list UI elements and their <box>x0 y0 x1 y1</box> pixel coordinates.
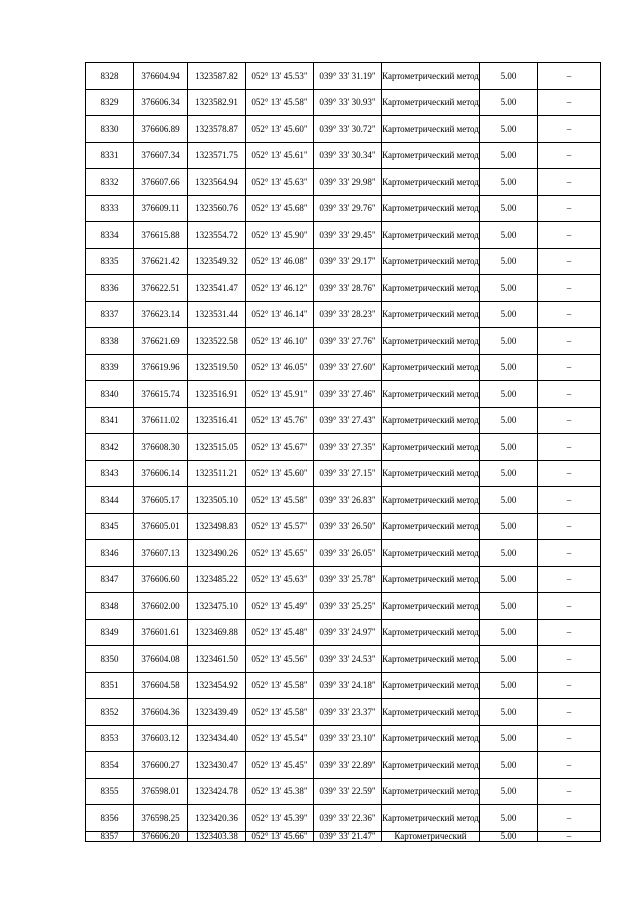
method-cell: Картометрический метод <box>382 222 480 249</box>
point-number-cell: 8357 <box>86 831 134 841</box>
point-number-cell: 8340 <box>86 381 134 408</box>
accuracy-cell: 5.00 <box>480 566 538 593</box>
x-coordinate-cell: 376615.74 <box>134 381 188 408</box>
note-cell: – <box>538 778 601 805</box>
point-number-cell: 8345 <box>86 513 134 540</box>
longitude-cell: 039° 33' 23.37" <box>314 699 382 726</box>
accuracy-cell: 5.00 <box>480 116 538 143</box>
method-cell: Картометрический метод <box>382 487 480 514</box>
x-coordinate-cell: 376604.58 <box>134 672 188 699</box>
method-cell: Картометрический метод <box>382 460 480 487</box>
method-cell: Картометрический метод <box>382 63 480 90</box>
accuracy-cell: 5.00 <box>480 487 538 514</box>
y-coordinate-cell: 1323505.10 <box>188 487 246 514</box>
table-row <box>86 778 601 805</box>
latitude-cell: 052° 13' 45.58" <box>246 487 314 514</box>
note-cell: – <box>538 354 601 381</box>
latitude-cell: 052° 13' 46.14" <box>246 301 314 328</box>
accuracy-cell: 5.00 <box>480 752 538 779</box>
latitude-cell: 052° 13' 45.61" <box>246 142 314 169</box>
accuracy-cell: 5.00 <box>480 63 538 90</box>
point-number-cell: 8353 <box>86 725 134 752</box>
accuracy-cell: 5.00 <box>480 513 538 540</box>
method-cell: Картометрический метод <box>382 89 480 116</box>
longitude-cell: 039° 33' 25.78" <box>314 566 382 593</box>
longitude-cell: 039° 33' 22.36" <box>314 805 382 832</box>
table-row <box>86 460 601 487</box>
accuracy-cell: 5.00 <box>480 434 538 461</box>
x-coordinate-cell: 376603.12 <box>134 725 188 752</box>
y-coordinate-cell: 1323578.87 <box>188 116 246 143</box>
accuracy-cell: 5.00 <box>480 195 538 222</box>
note-cell: – <box>538 699 601 726</box>
x-coordinate-cell: 376607.66 <box>134 169 188 196</box>
table-row <box>86 89 601 116</box>
y-coordinate-cell: 1323516.41 <box>188 407 246 434</box>
note-cell: – <box>538 195 601 222</box>
point-number-cell: 8337 <box>86 301 134 328</box>
note-cell: – <box>538 593 601 620</box>
y-coordinate-cell: 1323541.47 <box>188 275 246 302</box>
y-coordinate-cell: 1323564.94 <box>188 169 246 196</box>
y-coordinate-cell: 1323424.78 <box>188 778 246 805</box>
coordinates-table <box>85 62 601 842</box>
method-cell: Картометрический метод <box>382 328 480 355</box>
point-number-cell: 8328 <box>86 63 134 90</box>
latitude-cell: 052° 13' 45.67" <box>246 434 314 461</box>
point-number-cell: 8344 <box>86 487 134 514</box>
point-number-cell: 8349 <box>86 619 134 646</box>
method-cell: Картометрический метод <box>382 619 480 646</box>
note-cell: – <box>538 566 601 593</box>
point-number-cell: 8333 <box>86 195 134 222</box>
point-number-cell: 8348 <box>86 593 134 620</box>
note-cell: – <box>538 248 601 275</box>
method-cell: Картометрический метод <box>382 169 480 196</box>
y-coordinate-cell: 1323522.58 <box>188 328 246 355</box>
note-cell: – <box>538 672 601 699</box>
point-number-cell: 8332 <box>86 169 134 196</box>
x-coordinate-cell: 376607.34 <box>134 142 188 169</box>
table-row <box>86 566 601 593</box>
point-number-cell: 8342 <box>86 434 134 461</box>
point-number-cell: 8329 <box>86 89 134 116</box>
x-coordinate-cell: 376623.14 <box>134 301 188 328</box>
table-row <box>86 831 601 841</box>
accuracy-cell: 5.00 <box>480 619 538 646</box>
note-cell: – <box>538 275 601 302</box>
y-coordinate-cell: 1323434.40 <box>188 725 246 752</box>
table-row <box>86 63 601 90</box>
table-row <box>86 434 601 461</box>
y-coordinate-cell: 1323519.50 <box>188 354 246 381</box>
x-coordinate-cell: 376622.51 <box>134 275 188 302</box>
accuracy-cell: 5.00 <box>480 142 538 169</box>
latitude-cell: 052° 13' 45.54" <box>246 725 314 752</box>
method-cell: Картометрический метод <box>382 513 480 540</box>
accuracy-cell: 5.00 <box>480 699 538 726</box>
x-coordinate-cell: 376604.36 <box>134 699 188 726</box>
accuracy-cell: 5.00 <box>480 354 538 381</box>
method-cell: Картометрический метод <box>382 566 480 593</box>
longitude-cell: 039° 33' 29.17" <box>314 248 382 275</box>
y-coordinate-cell: 1323461.50 <box>188 646 246 673</box>
note-cell: – <box>538 301 601 328</box>
latitude-cell: 052° 13' 45.48" <box>246 619 314 646</box>
latitude-cell: 052° 13' 45.63" <box>246 169 314 196</box>
latitude-cell: 052° 13' 45.68" <box>246 195 314 222</box>
y-coordinate-cell: 1323515.05 <box>188 434 246 461</box>
note-cell: – <box>538 513 601 540</box>
point-number-cell: 8336 <box>86 275 134 302</box>
method-cell: Картометрический метод <box>382 778 480 805</box>
x-coordinate-cell: 376598.01 <box>134 778 188 805</box>
y-coordinate-cell: 1323420.36 <box>188 805 246 832</box>
note-cell: – <box>538 725 601 752</box>
x-coordinate-cell: 376606.34 <box>134 89 188 116</box>
accuracy-cell: 5.00 <box>480 169 538 196</box>
longitude-cell: 039° 33' 25.25" <box>314 593 382 620</box>
table-row <box>86 222 601 249</box>
latitude-cell: 052° 13' 45.91" <box>246 381 314 408</box>
latitude-cell: 052° 13' 45.65" <box>246 540 314 567</box>
table-row <box>86 381 601 408</box>
accuracy-cell: 5.00 <box>480 301 538 328</box>
y-coordinate-cell: 1323498.83 <box>188 513 246 540</box>
longitude-cell: 039° 33' 27.76" <box>314 328 382 355</box>
latitude-cell: 052° 13' 45.58" <box>246 699 314 726</box>
y-coordinate-cell: 1323490.26 <box>188 540 246 567</box>
y-coordinate-cell: 1323511.21 <box>188 460 246 487</box>
latitude-cell: 052° 13' 45.39" <box>246 805 314 832</box>
latitude-cell: 052° 13' 45.49" <box>246 593 314 620</box>
longitude-cell: 039° 33' 26.83" <box>314 487 382 514</box>
latitude-cell: 052° 13' 46.10" <box>246 328 314 355</box>
y-coordinate-cell: 1323531.44 <box>188 301 246 328</box>
point-number-cell: 8330 <box>86 116 134 143</box>
note-cell: – <box>538 831 601 841</box>
table-row <box>86 354 601 381</box>
latitude-cell: 052° 13' 45.76" <box>246 407 314 434</box>
method-cell: Картометрический метод <box>382 672 480 699</box>
point-number-cell: 8356 <box>86 805 134 832</box>
note-cell: – <box>538 646 601 673</box>
method-cell: Картометрический метод <box>382 248 480 275</box>
note-cell: – <box>538 460 601 487</box>
point-number-cell: 8350 <box>86 646 134 673</box>
accuracy-cell: 5.00 <box>480 593 538 620</box>
x-coordinate-cell: 376605.01 <box>134 513 188 540</box>
y-coordinate-cell: 1323582.91 <box>188 89 246 116</box>
longitude-cell: 039° 33' 21.47" <box>314 831 382 841</box>
y-coordinate-cell: 1323430.47 <box>188 752 246 779</box>
accuracy-cell: 5.00 <box>480 248 538 275</box>
longitude-cell: 039° 33' 31.19" <box>314 63 382 90</box>
table-row <box>86 513 601 540</box>
y-coordinate-cell: 1323571.75 <box>188 142 246 169</box>
longitude-cell: 039° 33' 24.18" <box>314 672 382 699</box>
longitude-cell: 039° 33' 30.34" <box>314 142 382 169</box>
note-cell: – <box>538 222 601 249</box>
latitude-cell: 052° 13' 45.66" <box>246 831 314 841</box>
x-coordinate-cell: 376606.14 <box>134 460 188 487</box>
accuracy-cell: 5.00 <box>480 540 538 567</box>
note-cell: – <box>538 328 601 355</box>
method-cell: Картометрический метод <box>382 540 480 567</box>
method-cell: Картометрический метод <box>382 805 480 832</box>
point-number-cell: 8354 <box>86 752 134 779</box>
method-cell: Картометрический метод <box>382 354 480 381</box>
latitude-cell: 052° 13' 46.08" <box>246 248 314 275</box>
y-coordinate-cell: 1323403.38 <box>188 831 246 841</box>
point-number-cell: 8347 <box>86 566 134 593</box>
x-coordinate-cell: 376606.20 <box>134 831 188 841</box>
table-row <box>86 619 601 646</box>
accuracy-cell: 5.00 <box>480 646 538 673</box>
y-coordinate-cell: 1323454.92 <box>188 672 246 699</box>
latitude-cell: 052° 13' 45.63" <box>246 566 314 593</box>
latitude-cell: 052° 13' 45.90" <box>246 222 314 249</box>
latitude-cell: 052° 13' 46.05" <box>246 354 314 381</box>
x-coordinate-cell: 376601.61 <box>134 619 188 646</box>
method-cell: Картометрический метод <box>382 725 480 752</box>
note-cell: – <box>538 142 601 169</box>
longitude-cell: 039° 33' 26.50" <box>314 513 382 540</box>
x-coordinate-cell: 376615.88 <box>134 222 188 249</box>
x-coordinate-cell: 376602.00 <box>134 593 188 620</box>
y-coordinate-cell: 1323560.76 <box>188 195 246 222</box>
point-number-cell: 8341 <box>86 407 134 434</box>
accuracy-cell: 5.00 <box>480 672 538 699</box>
table-row <box>86 805 601 832</box>
x-coordinate-cell: 376605.17 <box>134 487 188 514</box>
longitude-cell: 039° 33' 30.72" <box>314 116 382 143</box>
x-coordinate-cell: 376598.25 <box>134 805 188 832</box>
y-coordinate-cell: 1323439.49 <box>188 699 246 726</box>
method-cell: Картометрический метод <box>382 116 480 143</box>
x-coordinate-cell: 376621.42 <box>134 248 188 275</box>
method-cell: Картометрический метод <box>382 434 480 461</box>
accuracy-cell: 5.00 <box>480 89 538 116</box>
table-row <box>86 328 601 355</box>
method-cell: Картометрический метод <box>382 301 480 328</box>
note-cell: – <box>538 619 601 646</box>
method-cell: Картометрический метод <box>382 593 480 620</box>
table-row <box>86 540 601 567</box>
point-number-cell: 8339 <box>86 354 134 381</box>
method-cell: Картометрический метод <box>382 646 480 673</box>
longitude-cell: 039° 33' 28.23" <box>314 301 382 328</box>
x-coordinate-cell: 376609.11 <box>134 195 188 222</box>
table-row <box>86 407 601 434</box>
method-cell: Картометрический метод <box>382 195 480 222</box>
note-cell: – <box>538 63 601 90</box>
table-row <box>86 672 601 699</box>
table-body <box>86 63 601 842</box>
longitude-cell: 039° 33' 29.76" <box>314 195 382 222</box>
y-coordinate-cell: 1323587.82 <box>188 63 246 90</box>
note-cell: – <box>538 89 601 116</box>
x-coordinate-cell: 376611.02 <box>134 407 188 434</box>
accuracy-cell: 5.00 <box>480 460 538 487</box>
accuracy-cell: 5.00 <box>480 328 538 355</box>
method-cell: Картометрический метод <box>382 142 480 169</box>
longitude-cell: 039° 33' 29.98" <box>314 169 382 196</box>
longitude-cell: 039° 33' 24.53" <box>314 646 382 673</box>
accuracy-cell: 5.00 <box>480 805 538 832</box>
point-number-cell: 8351 <box>86 672 134 699</box>
longitude-cell: 039° 33' 26.05" <box>314 540 382 567</box>
table-row <box>86 487 601 514</box>
accuracy-cell: 5.00 <box>480 275 538 302</box>
method-cell: Картометрический метод <box>382 381 480 408</box>
x-coordinate-cell: 376606.60 <box>134 566 188 593</box>
point-number-cell: 8338 <box>86 328 134 355</box>
y-coordinate-cell: 1323554.72 <box>188 222 246 249</box>
longitude-cell: 039° 33' 24.97" <box>314 619 382 646</box>
note-cell: – <box>538 116 601 143</box>
note-cell: – <box>538 540 601 567</box>
longitude-cell: 039° 33' 28.76" <box>314 275 382 302</box>
note-cell: – <box>538 805 601 832</box>
latitude-cell: 052° 13' 46.12" <box>246 275 314 302</box>
note-cell: – <box>538 752 601 779</box>
longitude-cell: 039° 33' 30.93" <box>314 89 382 116</box>
note-cell: – <box>538 434 601 461</box>
point-number-cell: 8335 <box>86 248 134 275</box>
x-coordinate-cell: 376607.13 <box>134 540 188 567</box>
note-cell: – <box>538 487 601 514</box>
x-coordinate-cell: 376619.96 <box>134 354 188 381</box>
method-cell: Картометрический метод <box>382 275 480 302</box>
table-row <box>86 116 601 143</box>
table-row <box>86 593 601 620</box>
table-row <box>86 275 601 302</box>
latitude-cell: 052° 13' 45.57" <box>246 513 314 540</box>
table-row <box>86 169 601 196</box>
note-cell: – <box>538 407 601 434</box>
accuracy-cell: 5.00 <box>480 725 538 752</box>
longitude-cell: 039° 33' 23.10" <box>314 725 382 752</box>
longitude-cell: 039° 33' 27.60" <box>314 354 382 381</box>
point-number-cell: 8352 <box>86 699 134 726</box>
x-coordinate-cell: 376621.69 <box>134 328 188 355</box>
y-coordinate-cell: 1323469.88 <box>188 619 246 646</box>
method-cell: Картометрический <box>382 831 480 841</box>
table-row <box>86 699 601 726</box>
point-number-cell: 8355 <box>86 778 134 805</box>
longitude-cell: 039° 33' 27.15" <box>314 460 382 487</box>
point-number-cell: 8331 <box>86 142 134 169</box>
accuracy-cell: 5.00 <box>480 222 538 249</box>
table-row <box>86 301 601 328</box>
longitude-cell: 039° 33' 27.46" <box>314 381 382 408</box>
accuracy-cell: 5.00 <box>480 407 538 434</box>
latitude-cell: 052° 13' 45.53" <box>246 63 314 90</box>
table-row <box>86 195 601 222</box>
table-row <box>86 646 601 673</box>
point-number-cell: 8334 <box>86 222 134 249</box>
latitude-cell: 052° 13' 45.38" <box>246 778 314 805</box>
table-row <box>86 752 601 779</box>
longitude-cell: 039° 33' 22.59" <box>314 778 382 805</box>
point-number-cell: 8343 <box>86 460 134 487</box>
longitude-cell: 039° 33' 27.35" <box>314 434 382 461</box>
note-cell: – <box>538 381 601 408</box>
longitude-cell: 039° 33' 29.45" <box>314 222 382 249</box>
table-row <box>86 725 601 752</box>
table-row <box>86 142 601 169</box>
y-coordinate-cell: 1323485.22 <box>188 566 246 593</box>
y-coordinate-cell: 1323549.32 <box>188 248 246 275</box>
latitude-cell: 052° 13' 45.56" <box>246 646 314 673</box>
x-coordinate-cell: 376606.89 <box>134 116 188 143</box>
x-coordinate-cell: 376604.94 <box>134 63 188 90</box>
accuracy-cell: 5.00 <box>480 778 538 805</box>
method-cell: Картометрический метод <box>382 699 480 726</box>
method-cell: Картометрический метод <box>382 752 480 779</box>
x-coordinate-cell: 376600.27 <box>134 752 188 779</box>
note-cell: – <box>538 169 601 196</box>
latitude-cell: 052° 13' 45.58" <box>246 672 314 699</box>
accuracy-cell: 5.00 <box>480 381 538 408</box>
longitude-cell: 039° 33' 27.43" <box>314 407 382 434</box>
latitude-cell: 052° 13' 45.58" <box>246 89 314 116</box>
accuracy-cell: 5.00 <box>480 831 538 841</box>
y-coordinate-cell: 1323475.10 <box>188 593 246 620</box>
latitude-cell: 052° 13' 45.45" <box>246 752 314 779</box>
latitude-cell: 052° 13' 45.60" <box>246 116 314 143</box>
x-coordinate-cell: 376608.30 <box>134 434 188 461</box>
latitude-cell: 052° 13' 45.60" <box>246 460 314 487</box>
table-row <box>86 248 601 275</box>
method-cell: Картометрический метод <box>382 407 480 434</box>
longitude-cell: 039° 33' 22.89" <box>314 752 382 779</box>
point-number-cell: 8346 <box>86 540 134 567</box>
x-coordinate-cell: 376604.08 <box>134 646 188 673</box>
y-coordinate-cell: 1323516.91 <box>188 381 246 408</box>
